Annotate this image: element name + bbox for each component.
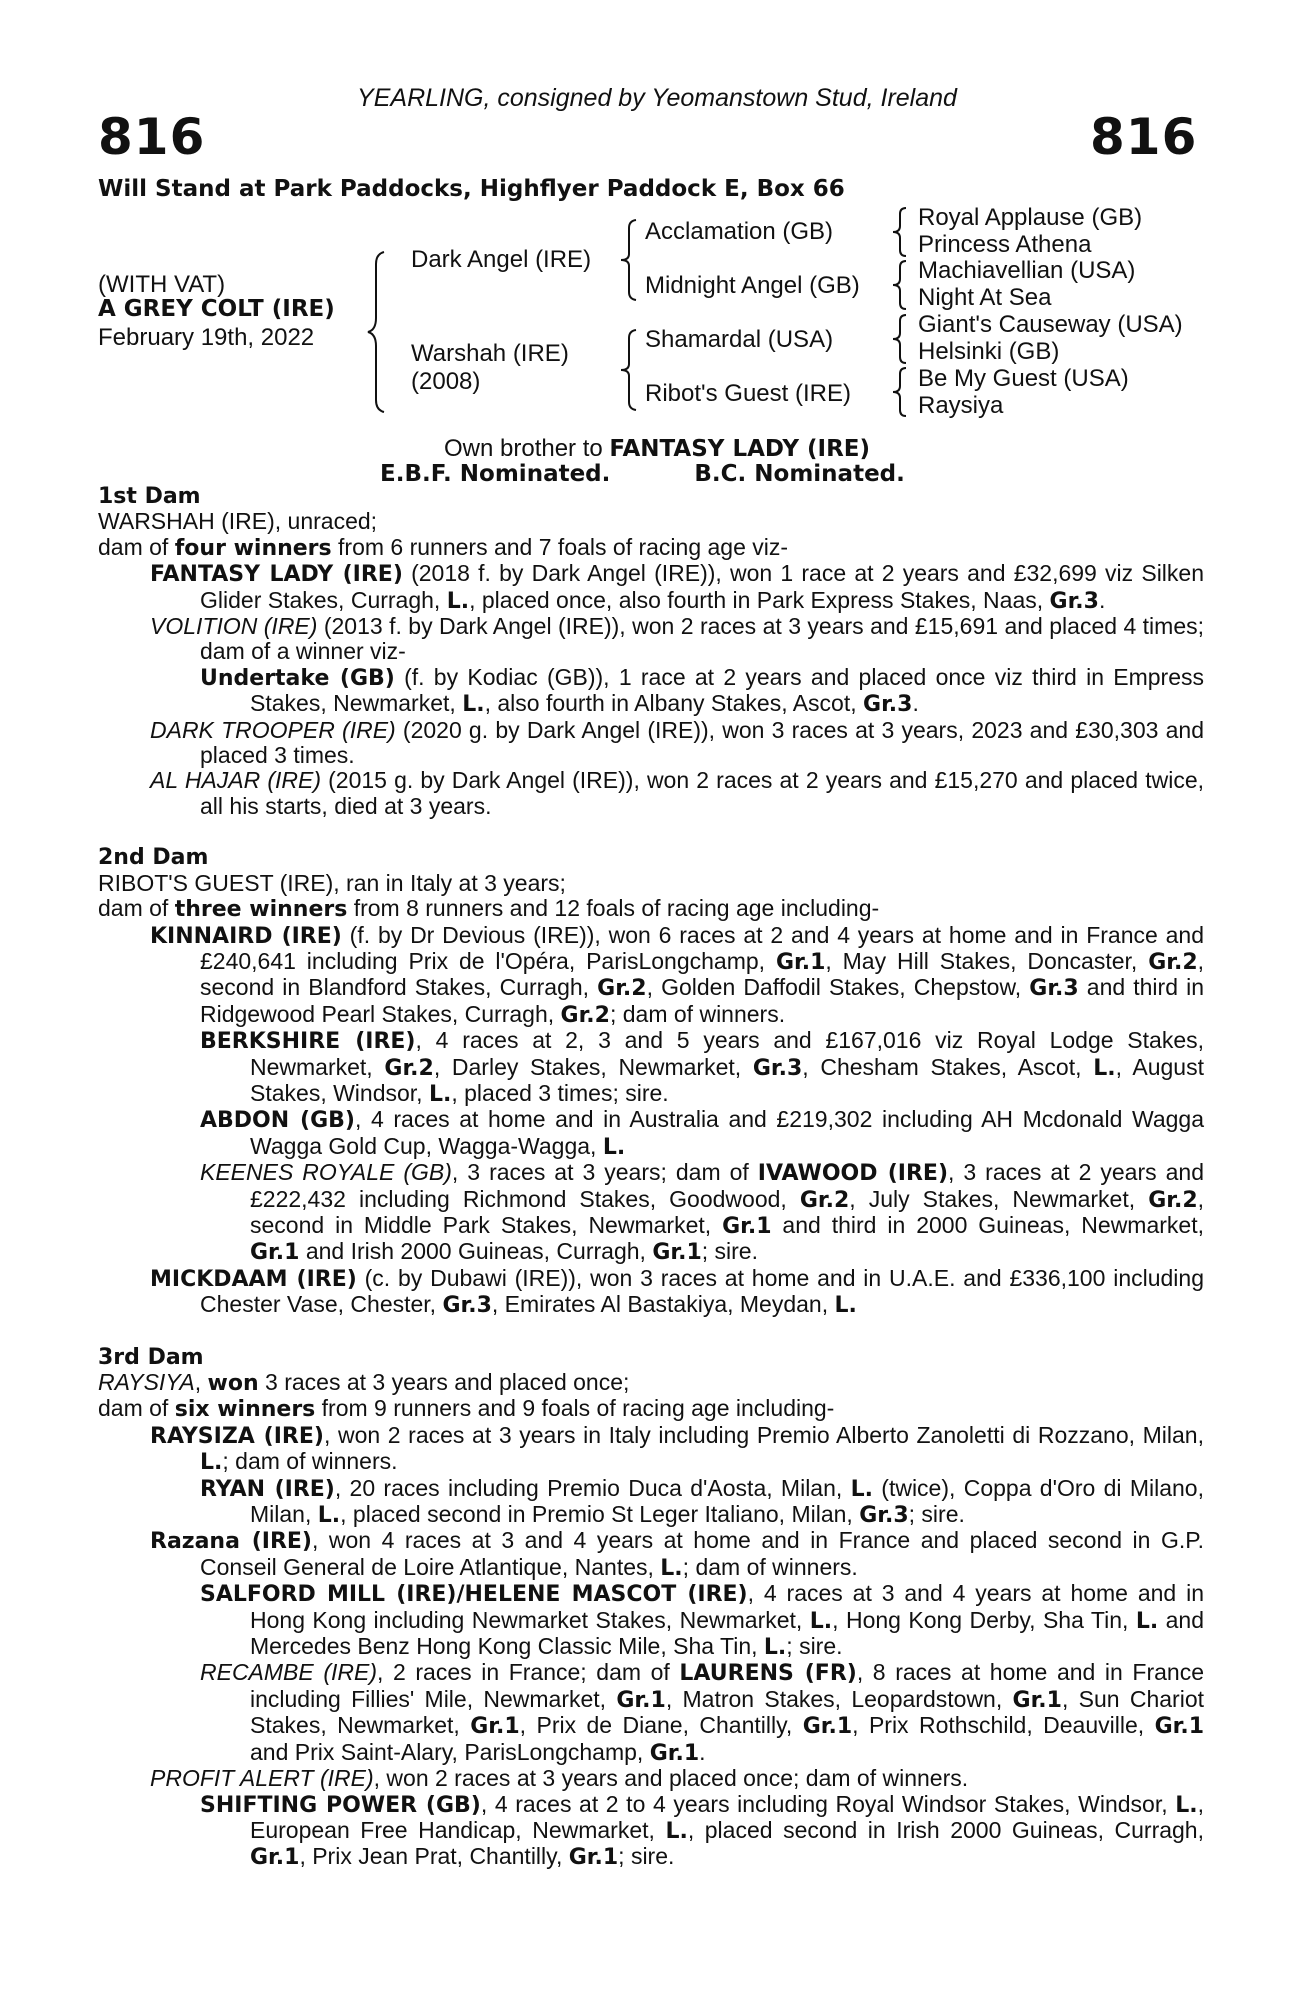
dam1-summary: dam of four winners from 6 runners and 7 foals of racing age viz- bbox=[98, 533, 789, 561]
entry-raysiza: RAYSIZA (IRE), won 2 races at 3 years in Italy including Premio Alberto Zanoletti di Rozzano, Milan, L.; dam of winners. bbox=[150, 1421, 1204, 1476]
vat-note: (WITH VAT) bbox=[98, 271, 226, 298]
own-brother-note: Own brother to FANTASY LADY (IRE) bbox=[443, 435, 870, 462]
entry-abdon: ABDON (GB), 4 races at home and in Australia and £219,302 including AH Mcdonald Wagga Wagga Gold Cup, Wagga-Wagga, L. bbox=[200, 1106, 1204, 1160]
catalogue-body bbox=[98, 484, 1204, 1871]
entry-al-hajar: AL HAJAR (IRE) (2015 g. by Dark Angel (IRE)), won 2 races at 2 years and £15,270 and placed twice, all his starts, died at 3 years. bbox=[150, 767, 1204, 819]
dam2-description: RIBOT'S GUEST (IRE), ran in Italy at 3 years; bbox=[98, 869, 566, 896]
entry-fantasy-lady: FANTASY LADY (IRE) (2018 f. by Dark Angel (IRE)), won 1 race at 2 years and £32,699 viz Silken Glider Stakes, Curragh, L., placed once, also fourth in Park Express Stakes, Naas, Gr.3. bbox=[150, 560, 1204, 614]
pedigree-brace-sire bbox=[616, 218, 642, 302]
ancestor-night-at-sea: Night At Sea bbox=[918, 284, 1052, 311]
pedigree-brace-g2 bbox=[888, 259, 912, 311]
section-heading-3rd-dam: 3rd Dam bbox=[98, 1344, 204, 1370]
ancestor-giants-causeway: Giant's Causeway (USA) bbox=[918, 311, 1183, 338]
entry-dark-trooper: DARK TROOPER (IRE) (2020 g. by Dark Angel (IRE)), won 3 races at 3 years, 2023 and £30,303 and placed 3 times. bbox=[150, 716, 1204, 769]
entry-razana: Razana (IRE), won 4 races at 3 and 4 years at home and in France and placed second in G.P. Conseil General de Loire Atlantique, Nantes, L.; dam of winners. bbox=[150, 1527, 1205, 1581]
lot-number-right: 816 bbox=[1090, 108, 1198, 166]
entry-salford-mill: SALFORD MILL (IRE)/HELENE MASCOT (IRE), 4 races at 3 and 4 years at home and in Hong Kong including Newmarket Stakes, Newmarket, L., Hong Kong Derby, Sha Tin, L. and Mercedes Benz Hong Kong Classic Mile, Sha Tin, L.; sire. bbox=[200, 1580, 1205, 1661]
ancestor-royal-applause: Royal Applause (GB) bbox=[918, 204, 1143, 231]
entry-kinnaird: KINNAIRD (IRE) (f. by Dr Devious (IRE)), won 6 races at 2 and 4 years at home and in France and £240,641 including Prix de l'Opéra, ParisLongchamp, Gr.1, May Hill Stakes, Doncaster, Gr.2, second in Blandford Stakes, Curragh, Gr.2, Golden Daffodil Stakes, Chepstow, Gr.3 and third in Ridgewood Pearl Stakes, Curragh, Gr.2; dam of winners. bbox=[150, 921, 1205, 1028]
dam-name: Warshah (IRE) bbox=[411, 340, 569, 367]
entry-volition: VOLITION (IRE) (2013 f. by Dark Angel (IRE)), won 2 races at 3 years and £15,691 and placed 4 times; dam of a winner viz- bbox=[150, 613, 1204, 665]
entry-shifting-power: SHIFTING POWER (GB), 4 races at 2 to 4 years including Royal Windsor Stakes, Windsor, L., European Free Handicap, Newmarket, L., placed second in Irish 2000 Guineas, Curragh, Gr.1, Prix Jean Prat, Chantilly, Gr.1; sire. bbox=[200, 1790, 1204, 1871]
pedigree-brace-main bbox=[362, 250, 392, 414]
sire-name: Dark Angel (IRE) bbox=[411, 246, 592, 273]
pedigree-brace-g3 bbox=[888, 313, 912, 365]
entry-mickdaam: MICKDAAM (IRE) (c. by Dubawi (IRE)), won 3 races at home and in U.A.E. and £336,100 including Chester Vase, Chester, Gr.3, Emirates Al Bastakiya, Meydan, L. bbox=[150, 1264, 1204, 1319]
dam-year: (2008) bbox=[411, 368, 481, 395]
dam2-summary: dam of three winners from 8 runners and 12 foals of racing age including- bbox=[98, 895, 880, 923]
ancestor-helsinki: Helsinki (GB) bbox=[918, 338, 1060, 365]
consignment-line: YEARLING, consigned by Yeomanstown Stud, Ireland bbox=[357, 84, 957, 112]
ancestor-be-my-guest: Be My Guest (USA) bbox=[918, 365, 1129, 392]
dam-dam-name: Ribot's Guest (IRE) bbox=[645, 380, 851, 407]
dam3-description: RAYSIYA, won 3 races at 3 years and placed once; bbox=[98, 1369, 630, 1396]
entry-ryan: RYAN (IRE), 20 races including Premio Duca d'Aosta, Milan, L. (twice), Coppa d'Oro di Milano, Milan, L., placed second in Premio St Leger Italiano, Milan, Gr.3; sire. bbox=[200, 1474, 1204, 1529]
entry-profit-alert: PROFIT ALERT (IRE), won 2 races at 3 years and placed once; dam of winners. bbox=[150, 1765, 969, 1792]
dam-sire-name: Shamardal (USA) bbox=[645, 326, 834, 353]
ancestor-princess-athena: Princess Athena bbox=[918, 231, 1092, 258]
pedigree-brace-dam bbox=[616, 328, 642, 412]
sire-dam-name: Midnight Angel (GB) bbox=[645, 272, 860, 299]
ancestor-raysiya: Raysiya bbox=[918, 392, 1004, 419]
entry-berkshire: BERKSHIRE (IRE), 4 races at 2, 3 and 5 years and £167,016 viz Royal Lodge Stakes, Newmarket, Gr.2, Darley Stakes, Newmarket, Gr.3, Chesham Stakes, Ascot, L., August Stakes, Windsor, L., placed 3 times; sire. bbox=[200, 1027, 1205, 1107]
dam3-summary: dam of six winners from 9 runners and 9 foals of racing age including- bbox=[98, 1395, 835, 1423]
section-heading-2nd-dam: 2nd Dam bbox=[98, 845, 209, 871]
stand-location: Will Stand at Park Paddocks, Highflyer Paddock E, Box 66 bbox=[98, 176, 845, 202]
brother-name: FANTASY LADY (IRE) bbox=[609, 436, 870, 462]
ancestor-machiavellian: Machiavellian (USA) bbox=[918, 257, 1136, 284]
section-heading-1st-dam: 1st Dam bbox=[98, 484, 201, 509]
horse-name: A GREY COLT (IRE) bbox=[98, 296, 335, 322]
pedigree-brace-g1 bbox=[888, 206, 912, 258]
ebf-nominated: E.B.F. Nominated. bbox=[380, 461, 611, 487]
pedigree-brace-g4 bbox=[888, 366, 912, 418]
entry-recambe: RECAMBE (IRE), 2 races in France; dam of LAURENS (FR), 8 races at home and in France including Fillies' Mile, Newmarket, Gr.1, Matron Stakes, Leopardstown, Gr.1, Sun Chariot Stakes, Newmarket, Gr.1, Prix de Diane, Chantilly, Gr.1, Prix Rothschild, Deauville, Gr.1 and Prix Saint-Alary, ParisLongchamp, Gr.1. bbox=[200, 1659, 1205, 1766]
bc-nominated: B.C. Nominated. bbox=[694, 461, 905, 487]
entry-undertake: Undertake (GB) (f. by Kodiac (GB)), 1 race at 2 years and placed once viz third in Empress Stakes, Newmarket, L., also fourth in Albany Stakes, Ascot, Gr.3. bbox=[200, 663, 1204, 718]
sire-sire-name: Acclamation (GB) bbox=[645, 218, 834, 245]
entry-keenes-royale: KEENES ROYALE (GB), 3 races at 3 years; dam of IVAWOOD (IRE), 3 races at 2 years and £222,432 including Richmond Stakes, Goodwood, Gr.2, July Stakes, Newmarket, Gr.2, second in Middle Park Stakes, Newmarket, Gr.1 and third in 2000 Guineas, Newmarket, Gr.1 and Irish 2000 Guineas, Curragh, Gr.1; sire. bbox=[200, 1159, 1205, 1266]
lot-number-left: 816 bbox=[98, 108, 206, 166]
foaling-date: February 19th, 2022 bbox=[98, 324, 315, 351]
dam1-description: WARSHAH (IRE), unraced; bbox=[98, 508, 378, 535]
